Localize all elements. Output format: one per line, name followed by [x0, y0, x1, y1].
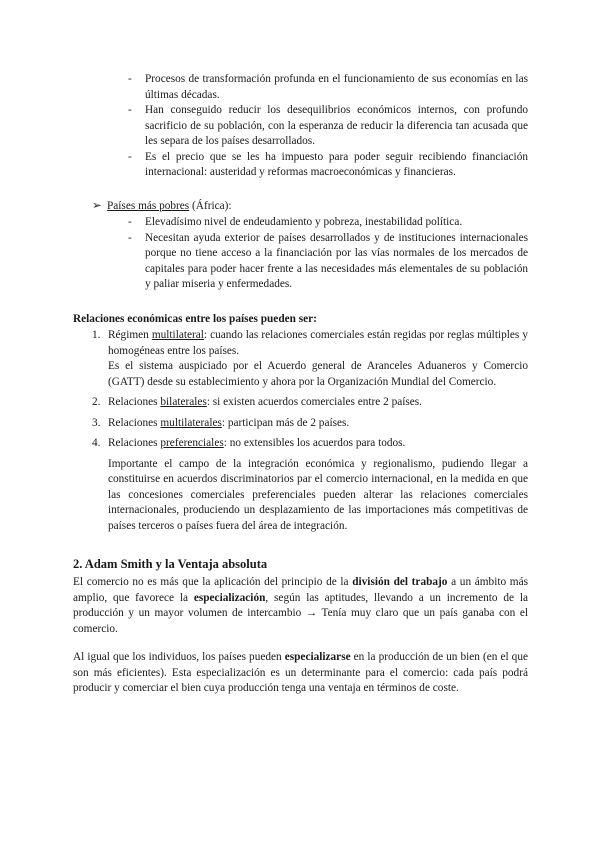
item-description: : participan más de 2 países.: [221, 416, 350, 429]
poor-countries-label: Países más pobres: [107, 200, 190, 212]
item-description: : no extensibles los acuerdos para todos.: [223, 437, 406, 449]
bold-term: especializarse: [284, 651, 351, 663]
numbered-item: [92, 436, 528, 534]
integration-note: Importante el campo de la integración económica y regionalismo, pudiendo llegar a constituirse en acuerdos discriminatorios par el comercio internacional, en la medida en que las concesiones comerciales preferenciales pueden alterar las relaciones comerciales internacionales, produciendo un desplazamiento de las importaciones más competitivas de países terceros o países fuera del área de integración.: [108, 457, 528, 532]
bold-term: división del trabajo: [352, 576, 448, 588]
item-description: : si existen acuerdos comerciales entre 2 países.: [206, 396, 422, 408]
list-item-text: Procesos de transformación profunda en el funcionamiento de sus economías en las últimas décadas.: [145, 73, 528, 101]
text-run: a un ámbito más amplio, que favorece la: [73, 576, 528, 604]
item-prefix: Régimen: [108, 329, 152, 341]
item-term: multilaterales: [160, 416, 222, 429]
list-item: [128, 72, 528, 103]
bold-term: especialización: [193, 591, 266, 604]
list-item-text: Es el precio que se les ha impuesto para poder seguir recibiendo financiación internacional: austeridad y reformas macroeconómicas y financieras.: [145, 150, 528, 178]
numbered-item: [92, 395, 528, 411]
poor-countries-list: [128, 215, 528, 293]
dash-marker: -: [128, 104, 132, 116]
list-item-text: Necesitan ayuda exterior de países desarrollados y de instituciones internacionales porque no tiene acceso a la financiación por las vías normales de los mercados de capitales para poder hacer frente a las necesidades más elementales de su población y paliar miseria y enfermedades.: [145, 231, 528, 290]
item-prefix: Relaciones: [108, 437, 161, 449]
item-prefix: Relaciones: [108, 416, 161, 429]
item-prefix: Relaciones: [108, 396, 161, 408]
dash-marker: -: [128, 73, 132, 85]
item-number: 3.: [92, 416, 101, 429]
arrow-bullet-icon: ➢: [92, 200, 102, 212]
dash-marker: -: [128, 231, 132, 244]
list-item: [128, 150, 528, 181]
item-term: bilaterales: [160, 396, 207, 408]
item-description: : cuando las relaciones comerciales están regidas por reglas múltiples y homogéneas entre los países.: [108, 329, 528, 357]
item-term: preferenciales: [160, 437, 224, 449]
list-item: [128, 103, 528, 150]
list-item: [128, 231, 528, 293]
paragraph-division-of-labour: [73, 575, 528, 637]
paragraph-specialization: [73, 650, 528, 697]
text-run: en la producción de un bien (en el que son más eficientes). Esta especialización es un determinante para el comercio: cada país podrá producir y comerciar el bien cuya producción tenga una ventaja en términos de coste.: [73, 651, 528, 694]
gatt-note: Es el sistema auspiciado por el Acuerdo general de Aranceles Aduaneros y Comercio (GATT) desde su establecimiento y ahora por la Organización Mundial del Comercio.: [108, 360, 528, 388]
dash-marker: -: [128, 150, 132, 163]
relations-heading: Relaciones económicas entre los países pueden ser:: [73, 313, 317, 325]
relations-list: [92, 328, 528, 534]
poor-countries-region: (África):: [189, 200, 232, 212]
developing-economies-list: [128, 72, 528, 181]
list-item-text: Elevadísimo nivel de endeudamiento y pobreza, inestabilidad política.: [145, 216, 463, 228]
text-run: , según las aptitudes, llevando a un incremento de la producción y un mayor volumen de intercambio → Tenía muy claro que un país ganaba con el comercio.: [73, 591, 528, 635]
item-number: 2.: [92, 396, 101, 408]
numbered-item: [92, 416, 528, 432]
section-title: 2. Adam Smith y la Ventaja absoluta: [73, 557, 268, 571]
dash-marker: -: [128, 216, 132, 228]
item-number: 4.: [92, 437, 101, 449]
list-item-text: Han conseguido reducir los desequilibrios económicos internos, con profundo sacrificio de su población, con la esperanza de reducir la diferencia tan acusada que les separa de los países desarrollados.: [145, 104, 528, 147]
item-term: multilateral: [151, 329, 204, 341]
item-number: 1.: [92, 329, 101, 341]
text-run: Al igual que los individuos, los países pueden: [73, 651, 285, 663]
text-run: El comercio no es más que la aplicación del principio de la: [73, 576, 353, 588]
list-item: [128, 215, 528, 231]
poor-countries-heading: [92, 199, 232, 215]
numbered-item: [92, 328, 528, 390]
